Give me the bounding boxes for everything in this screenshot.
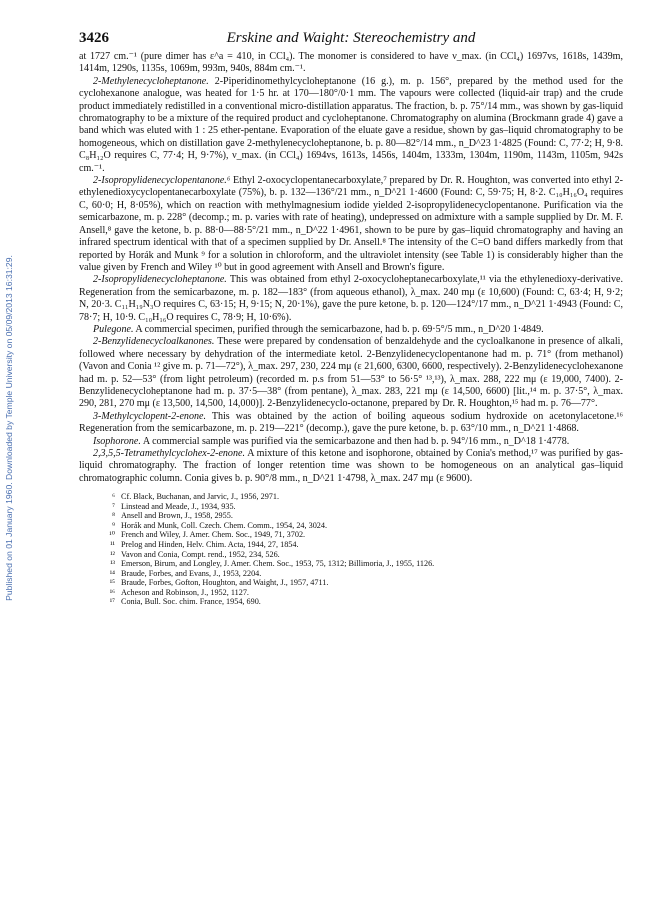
paragraph-text: A mixture of this ketone and isophorone, obtained by Conia's method,¹⁷ was purified by gas-liquid chromatography. The fraction of longer retention time was shown to be homogeneous on an analytical gas–liquid chromatographic column. Conia gives b. p. 90°/8 mm., n_D^21 1·4798, λ_max. 247 mμ (ε 9600). (79, 448, 623, 484)
paragraph (79, 411, 623, 436)
footnote-text: Prelog and Hinden, Helv. Chim. Acta, 1944, 27, 1854. (121, 539, 299, 549)
footnote-text: Emerson, Birum, and Longley, J. Amer. Chem. Soc., 1953, 75, 1312; Billimoria, J., 1955, 1126. (121, 559, 435, 569)
running-title: Erskine and Waight: Stereochemistry and (226, 30, 476, 46)
footnote-text: Braude, Forbes, and Evans, J., 1953, 2204. (121, 568, 262, 578)
footnote-number: ⁷ (112, 501, 115, 511)
article-page (79, 30, 623, 607)
paragraph-text: 2-Piperidinomethylcycloheptanone (16 g.), m. p. 156°, prepared by the method used for the cyclohexanone analogue, was heated for 1·5 hr. at 170—180°/0·1 mm. The vapours were collected (liquid-air trap) and the crude product immediately redistilled in a conventional micro-distillation apparatus. The fraction, b. p. 75°/14 mm., was shown by gas-liquid chromatography to be a mixture of the required product and cycloheptanone. Chromatography on alumina (Brockmann grade 4) gave a band which was eluted with 1 : 25 ether-pentane. Evaporation of the eluate gave a residue, shown by gas–liquid chromatography to be homogeneous, which on distillation gave 2-methylenecycloheptanone, b. p. 80—82°/14 mm., n_D^23 1·4825 (Found: C, 77·2; H, 9·8. C₈H₁₂O requires C, 77·4; H, 9·7%), ν_max. (in CCl₄) 1694vs, 1613s, 1456s, 1404m, 1333m, 1304m, 1190m, 1143m, 1105m, 942s cm.⁻¹. (79, 75, 623, 174)
footnote (101, 530, 623, 540)
footnote (101, 569, 623, 579)
paragraph-text: A commercial specimen, purified through the semicarbazone, had b. p. 69·5°/5 mm., n_D^20 1·4849. (135, 323, 544, 335)
footnote-number: ¹⁰ (109, 530, 115, 540)
footnote (101, 511, 623, 521)
paragraph (79, 76, 623, 175)
paragraph-heading: 2-Methylenecycloheptanone. (93, 75, 209, 87)
footnote-text: Linstead and Meade, J., 1934, 935. (121, 501, 236, 511)
paragraph (79, 324, 623, 336)
paragraph-text: A commercial sample was purified via the semicarbazone and then had b. p. 94°/16 mm., n_D^18 1·4778. (142, 435, 570, 447)
footnote-number: ⁸ (112, 511, 115, 521)
paragraph-text: Ethyl 2-oxocyclopentanecarboxylate,⁷ prepared by Dr. R. Houghton, was converted into ethyl 2-ethylenedioxycyclopentanecarboxylate (75%), b. p. 132—136°/21 mm., n_D^21 1·4600 (Found: C, 59·75; H, 8·2. C₁₀H₁₆O₄ requires C, 60·0; H, 8·05%), which on reaction with methylmagnesium iodide yielded 2-isopropylidenecyclopentanone. Purification via the semicarbazone, m. p. 228° (decomp.; m. p. varies with rate of heating), undepressed on admixture with a sample supplied by Dr. M. F. Ansell,⁸ gave the ketone, b. p. 88·0—88·5°/21 mm., n_D^22 1·4961, shown to be pure by gas–liquid chromatography and having an infrared spectrum identical with that of a specimen supplied by Dr. Ansell.⁸ The intensity of the C=O band differs markedly from that reported by Horák and Munk ⁹ for a solution in chloroform, and the ultraviolet intensity (see Table 1) is considerably higher than the value given by French and Wiley ¹⁰ but in good agreement with Ansell and Brown's figure. (79, 175, 623, 273)
footnote (101, 550, 623, 560)
footnote (101, 559, 623, 569)
footnote (101, 521, 623, 531)
footnote-text: Vavon and Conia, Compt. rend., 1952, 234, 526. (121, 549, 280, 559)
paragraph (79, 448, 623, 485)
footnote-number: ¹² (110, 549, 115, 559)
download-watermark (2, 128, 16, 728)
paragraph-text: This was obtained from ethyl 2-oxocycloheptanecarboxylate,¹¹ via the ethylenedioxy-derivative. Regeneration from the semicarbazone, m. p. 182—183° (from aqueous ethanol), λ_max. 240 mμ (ε 10,600) (Found: C, 63·4; H, 9·2; N, 20·3. C₁₁H₁₉N₃O requires C, 63·15; H, 9·15; N, 20·1%), gave the pure ketone, b. p. 120—124°/17 mm., n_D^21 1·4943 (Found: C, 78·7; H, 10·9. C₁₀H₁₆O requires C, 78·9; H, 10·6%). (79, 274, 623, 323)
footnote-number: ¹⁷ (109, 597, 115, 607)
page-number: 3426 (79, 30, 109, 46)
article-body (79, 51, 623, 485)
paragraph-text: These were prepared by condensation of benzaldehyde and the cycloalkanone in presence of alkali, followed where necessary by dehydration of the intermediate ketol. 2-Benzylidenecyclopentanone had m. p. 71° (from methanol) (Vavon and Conia ¹² give m. p. 71—72°), λ_max. 297, 230, 224 mμ (ε 21,600, 6300, 6600, respectively). 2-Benzylidenecyclohexanone had m. p. 52—53° (from light petroleum) (recorded m. p.s from 51—53° to 56·5° ¹³,¹³), λ_max. 288, 222 mμ (ε 19,000, 7400). 2-Benzylidenecycloheptanone had m. p. 37·5—38° (from pentane), λ_max. 283, 221 mμ (ε 14,500, 6600) [lit.,¹⁴ m. p. 37·5°, λ_max. 290, 281, 270 mμ (ε 13,500, 14,500, 14,000)]. 2-Benzylidenecyclo-octanone, prepared by Dr. R. Houghton,¹⁵ had m. p. 76—77°. (79, 336, 623, 410)
footnote-number: ⁹ (112, 520, 115, 530)
paragraph (79, 51, 623, 76)
download-note: Published on 01 January 1960. Downloaded by Temple University on 05/09/2013 16:31:29. (4, 255, 14, 601)
footnote-number: ¹⁴ (109, 568, 115, 578)
footnote-number: ¹⁶ (109, 587, 115, 597)
footnote (101, 540, 623, 550)
paragraph-heading: 2,3,5,5-Tetramethylcyclohex-2-enone. (93, 448, 245, 459)
footnote-number: ¹¹ (110, 539, 115, 549)
paragraph-heading: Pulegone. (93, 323, 134, 335)
footnote-number: ¹³ (110, 559, 115, 569)
footnote-text: Ansell and Brown, J., 1958, 2955. (121, 511, 233, 521)
footnote (101, 502, 623, 512)
footnote-number: ¹⁵ (109, 578, 115, 588)
footnote (101, 492, 623, 502)
footnotes (79, 492, 623, 607)
footnote-text: Acheson and Robinson, J., 1952, 1127. (121, 587, 249, 597)
paragraph-heading: 2-Isopropylidenecyclopentanone.⁶ (93, 175, 231, 187)
paragraph-heading: 2-Isopropylidenecycloheptanone. (93, 274, 227, 286)
paragraph (79, 274, 623, 324)
footnote-text: Conia, Bull. Soc. chim. France, 1954, 690. (121, 597, 261, 607)
footnote (101, 578, 623, 588)
footnote-number: ⁶ (112, 492, 115, 502)
footnote (101, 597, 623, 607)
footnote-text: French and Wiley, J. Amer. Chem. Soc., 1949, 71, 3702. (121, 530, 306, 540)
paragraph-heading: Isophorone. (93, 435, 141, 447)
footnote-text: Horák and Munk, Coll. Czech. Chem. Comm., 1954, 24, 3024. (121, 520, 328, 530)
footnote (101, 588, 623, 598)
page-header (79, 30, 623, 47)
paragraph-text: at 1727 cm.⁻¹ (pure dimer has ε^a = 410, in CCl₄). The monomer is considered to have ν_max. (in CCl₄) 1697vs, 1618s, 1439m, 1414m, 1290s, 1135s, 1069m, 993m, 940s, 884m cm.⁻¹. (79, 51, 623, 75)
paragraph-heading: 2-Benzylidenecycloalkanones. (93, 336, 215, 348)
paragraph (79, 175, 623, 274)
paragraph (79, 436, 623, 448)
paragraph-heading: 3-Methylcyclopent-2-enone. (93, 410, 206, 422)
footnote-text: Cf. Black, Buchanan, and Jarvic, J., 1956, 2971. (121, 492, 280, 502)
footnote-text: Braude, Forbes, Gofton, Houghton, and Waight, J., 1957, 4711. (121, 578, 329, 588)
paragraph (79, 336, 623, 410)
paragraph-text: This was obtained by the action of boiling aqueous sodium hydroxide on acetonylacetone.¹⁶ Regeneration from the semicarbazone, m. p. 219—221° (decomp.), gave the pure ketone, b. p. 63°/10 mm., n_D^21 1·4868. (79, 410, 623, 435)
